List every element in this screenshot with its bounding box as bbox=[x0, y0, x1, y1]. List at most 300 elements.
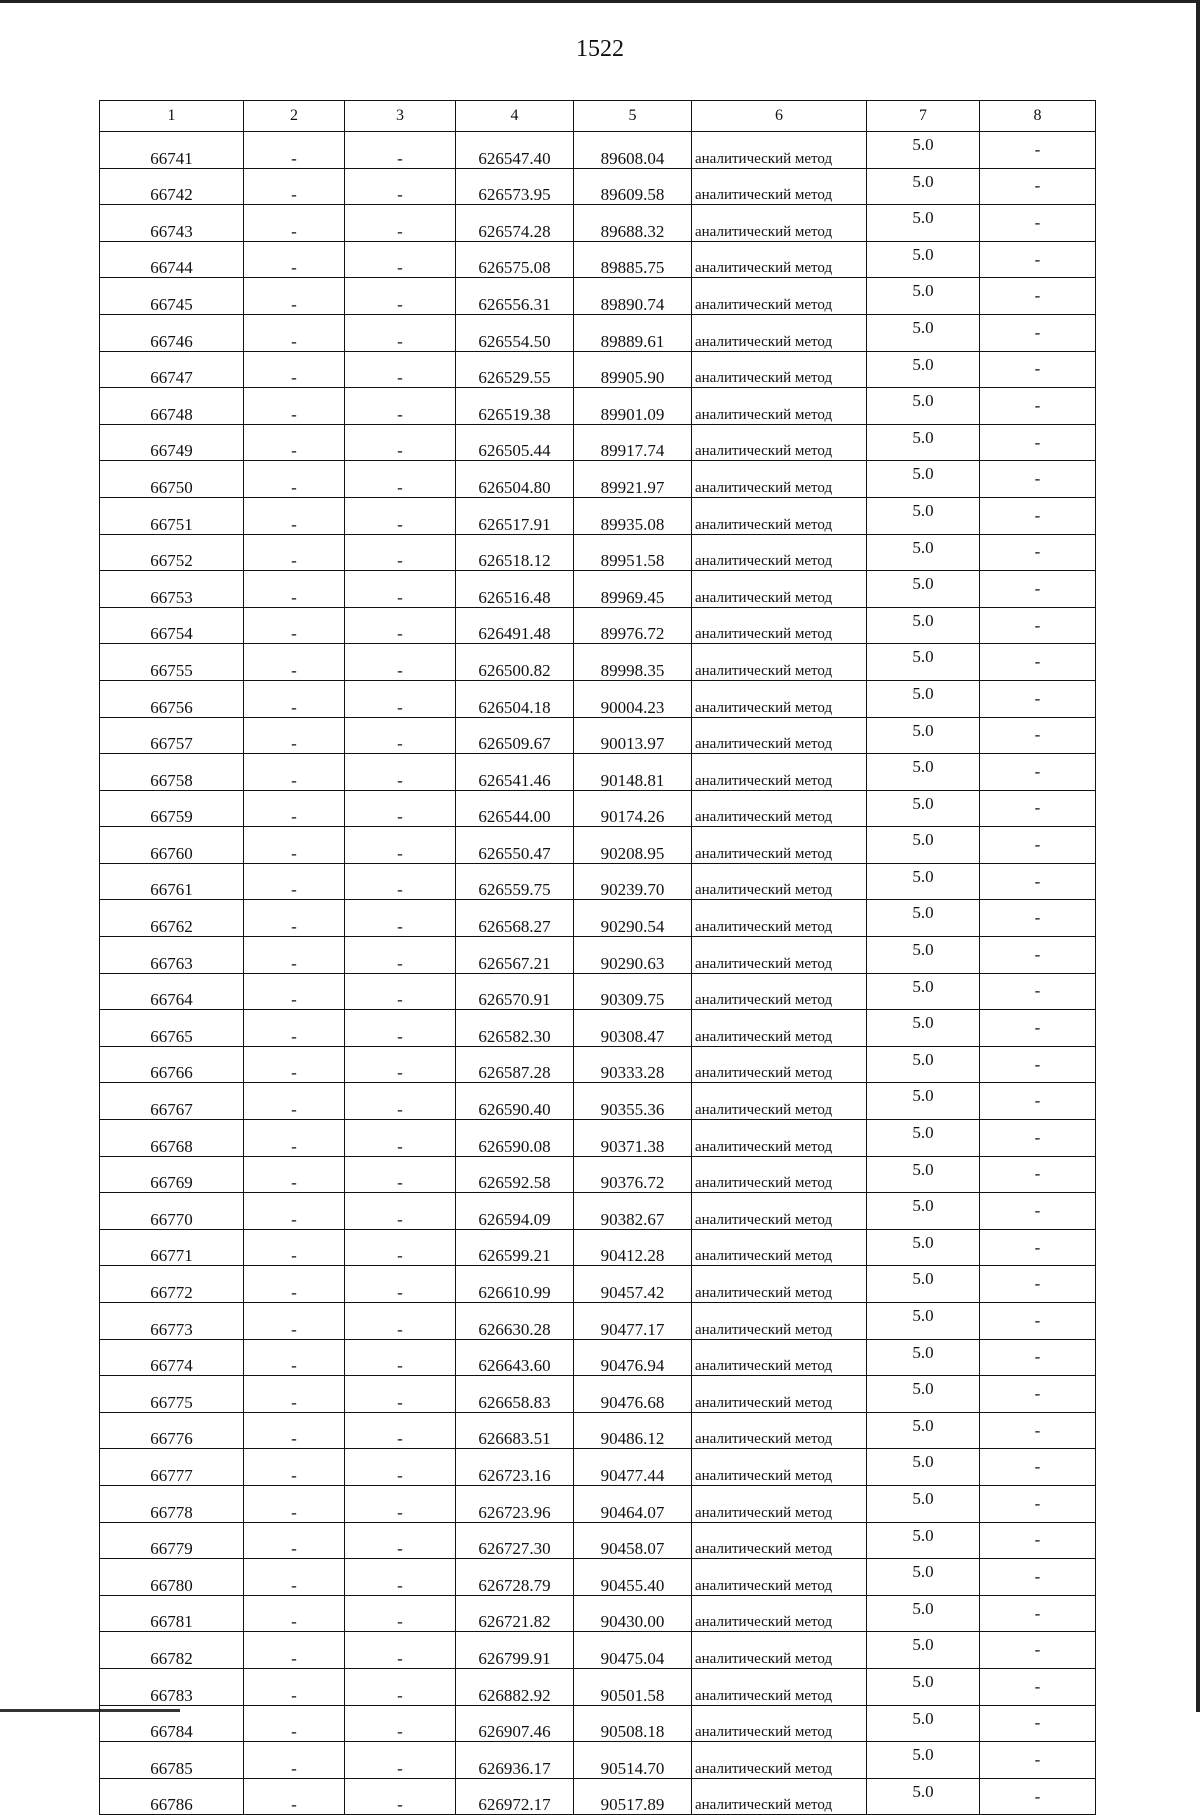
table-cell-col-5: 89889.61 bbox=[574, 314, 692, 351]
table-cell-col-2: - bbox=[244, 937, 345, 974]
table-cell-col-5: 89901.09 bbox=[574, 388, 692, 425]
table-cell-col-5: 90371.38 bbox=[574, 1120, 692, 1157]
table-cell-col-1: 66771 bbox=[100, 1229, 244, 1266]
table-cell-col-7: 5.0 bbox=[867, 900, 980, 937]
table-cell-col-3: - bbox=[345, 314, 456, 351]
table-cell-col-8: - bbox=[980, 1559, 1096, 1596]
table-cell-col-3: - bbox=[345, 644, 456, 681]
table-cell-col-7: 5.0 bbox=[867, 1522, 980, 1559]
table-cell-col-6: аналитический метод bbox=[692, 754, 867, 791]
table-cell-col-2: - bbox=[244, 1156, 345, 1193]
table-cell-col-8: - bbox=[980, 644, 1096, 681]
table-cell-col-3: - bbox=[345, 497, 456, 534]
table-row bbox=[100, 1010, 1096, 1047]
table-cell-col-3: - bbox=[345, 241, 456, 278]
table-cell-col-4: 626529.55 bbox=[456, 351, 574, 388]
table-cell-col-3: - bbox=[345, 424, 456, 461]
table-cell-col-8: - bbox=[980, 1303, 1096, 1340]
table-cell-col-7: 5.0 bbox=[867, 1742, 980, 1779]
table-cell-col-8: - bbox=[980, 1376, 1096, 1413]
table-cell-col-1: 66742 bbox=[100, 168, 244, 205]
table-cell-col-8: - bbox=[980, 1705, 1096, 1742]
table-cell-col-6: аналитический метод bbox=[692, 1193, 867, 1230]
table-cell-col-5: 90486.12 bbox=[574, 1412, 692, 1449]
table-cell-col-3: - bbox=[345, 680, 456, 717]
table-cell-col-8: - bbox=[980, 388, 1096, 425]
table-cell-col-8: - bbox=[980, 1412, 1096, 1449]
table-cell-col-8: - bbox=[980, 168, 1096, 205]
table-cell-col-2: - bbox=[244, 461, 345, 498]
table-cell-col-6: аналитический метод bbox=[692, 1485, 867, 1522]
table-cell-col-3: - bbox=[345, 1376, 456, 1413]
table-cell-col-7: 5.0 bbox=[867, 1266, 980, 1303]
table-cell-col-5: 90476.94 bbox=[574, 1339, 692, 1376]
table-cell-col-5: 90476.68 bbox=[574, 1376, 692, 1413]
table-cell-col-1: 66783 bbox=[100, 1668, 244, 1705]
table-cell-col-2: - bbox=[244, 1559, 345, 1596]
table-cell-col-4: 626504.18 bbox=[456, 680, 574, 717]
coordinates-table bbox=[99, 100, 1096, 1815]
table-cell-col-2: - bbox=[244, 790, 345, 827]
table-cell-col-2: - bbox=[244, 1668, 345, 1705]
table-cell-col-3: - bbox=[345, 1266, 456, 1303]
table-cell-col-4: 626567.21 bbox=[456, 937, 574, 974]
table-cell-col-1: 66777 bbox=[100, 1449, 244, 1486]
table-cell-col-7: 5.0 bbox=[867, 1412, 980, 1449]
table-cell-col-8: - bbox=[980, 132, 1096, 169]
table-cell-col-3: - bbox=[345, 1485, 456, 1522]
table-cell-col-6: аналитический метод bbox=[692, 388, 867, 425]
table-cell-col-5: 90477.17 bbox=[574, 1303, 692, 1340]
table-cell-col-1: 66782 bbox=[100, 1632, 244, 1669]
table-row bbox=[100, 1485, 1096, 1522]
table-cell-col-2: - bbox=[244, 314, 345, 351]
table-cell-col-6: аналитический метод bbox=[692, 497, 867, 534]
table-cell-col-4: 626658.83 bbox=[456, 1376, 574, 1413]
table-cell-col-4: 626573.95 bbox=[456, 168, 574, 205]
table-cell-col-1: 66743 bbox=[100, 205, 244, 242]
table-cell-col-2: - bbox=[244, 827, 345, 864]
table-cell-col-5: 89890.74 bbox=[574, 278, 692, 315]
table-cell-col-1: 66754 bbox=[100, 607, 244, 644]
table-row bbox=[100, 461, 1096, 498]
table-cell-col-2: - bbox=[244, 863, 345, 900]
table-cell-col-1: 66774 bbox=[100, 1339, 244, 1376]
table-cell-col-6: аналитический метод bbox=[692, 863, 867, 900]
table-cell-col-2: - bbox=[244, 1083, 345, 1120]
table-cell-col-7: 5.0 bbox=[867, 278, 980, 315]
column-header-5: 5 bbox=[574, 101, 692, 132]
table-row bbox=[100, 168, 1096, 205]
column-header-2: 2 bbox=[244, 101, 345, 132]
table-row bbox=[100, 132, 1096, 169]
table-cell-col-7: 5.0 bbox=[867, 461, 980, 498]
table-row bbox=[100, 680, 1096, 717]
table-cell-col-5: 89998.35 bbox=[574, 644, 692, 681]
table-cell-col-1: 66765 bbox=[100, 1010, 244, 1047]
table-cell-col-3: - bbox=[345, 1742, 456, 1779]
table-cell-col-7: 5.0 bbox=[867, 1303, 980, 1340]
table-cell-col-2: - bbox=[244, 278, 345, 315]
table-cell-col-3: - bbox=[345, 1156, 456, 1193]
table-cell-col-8: - bbox=[980, 497, 1096, 534]
table-cell-col-1: 66752 bbox=[100, 534, 244, 571]
table-cell-col-7: 5.0 bbox=[867, 937, 980, 974]
table-cell-col-2: - bbox=[244, 241, 345, 278]
table-row bbox=[100, 351, 1096, 388]
table-cell-col-6: аналитический метод bbox=[692, 1742, 867, 1779]
table-cell-col-6: аналитический метод bbox=[692, 1705, 867, 1742]
table-cell-col-8: - bbox=[980, 241, 1096, 278]
table-cell-col-1: 66758 bbox=[100, 754, 244, 791]
table-cell-col-4: 626643.60 bbox=[456, 1339, 574, 1376]
table-cell-col-8: - bbox=[980, 1120, 1096, 1157]
table-cell-col-7: 5.0 bbox=[867, 534, 980, 571]
table-cell-col-7: 5.0 bbox=[867, 424, 980, 461]
column-header-4: 4 bbox=[456, 101, 574, 132]
table-row bbox=[100, 607, 1096, 644]
table-cell-col-8: - bbox=[980, 1742, 1096, 1779]
table-cell-col-6: аналитический метод bbox=[692, 314, 867, 351]
table-cell-col-8: - bbox=[980, 754, 1096, 791]
table-cell-col-5: 90013.97 bbox=[574, 717, 692, 754]
table-cell-col-8: - bbox=[980, 1339, 1096, 1376]
table-row bbox=[100, 1046, 1096, 1083]
table-cell-col-2: - bbox=[244, 1522, 345, 1559]
table-cell-col-3: - bbox=[345, 278, 456, 315]
table-cell-col-1: 66751 bbox=[100, 497, 244, 534]
table-cell-col-3: - bbox=[345, 132, 456, 169]
table-cell-col-3: - bbox=[345, 351, 456, 388]
table-cell-col-5: 89951.58 bbox=[574, 534, 692, 571]
table-cell-col-2: - bbox=[244, 424, 345, 461]
table-cell-col-8: - bbox=[980, 827, 1096, 864]
table-cell-col-6: аналитический метод bbox=[692, 278, 867, 315]
table-cell-col-7: 5.0 bbox=[867, 644, 980, 681]
table-cell-col-8: - bbox=[980, 790, 1096, 827]
table-cell-col-8: - bbox=[980, 424, 1096, 461]
table-cell-col-4: 626727.30 bbox=[456, 1522, 574, 1559]
table-cell-col-8: - bbox=[980, 863, 1096, 900]
table-cell-col-2: - bbox=[244, 351, 345, 388]
table-cell-col-2: - bbox=[244, 1193, 345, 1230]
table-cell-col-2: - bbox=[244, 607, 345, 644]
table-cell-col-7: 5.0 bbox=[867, 754, 980, 791]
table-cell-col-7: 5.0 bbox=[867, 607, 980, 644]
table-cell-col-1: 66748 bbox=[100, 388, 244, 425]
table-cell-col-3: - bbox=[345, 461, 456, 498]
table-cell-col-3: - bbox=[345, 571, 456, 608]
table-cell-col-1: 66778 bbox=[100, 1485, 244, 1522]
table-cell-col-5: 90174.26 bbox=[574, 790, 692, 827]
table-cell-col-4: 626723.96 bbox=[456, 1485, 574, 1522]
table-cell-col-4: 626491.48 bbox=[456, 607, 574, 644]
table-cell-col-6: аналитический метод bbox=[692, 205, 867, 242]
table-cell-col-2: - bbox=[244, 1412, 345, 1449]
table-cell-col-5: 89976.72 bbox=[574, 607, 692, 644]
table-row bbox=[100, 278, 1096, 315]
table-cell-col-6: аналитический метод bbox=[692, 351, 867, 388]
table-cell-col-1: 66776 bbox=[100, 1412, 244, 1449]
table-cell-col-1: 66745 bbox=[100, 278, 244, 315]
table-cell-col-8: - bbox=[980, 1522, 1096, 1559]
table-cell-col-3: - bbox=[345, 1083, 456, 1120]
table-cell-col-1: 66780 bbox=[100, 1559, 244, 1596]
table-cell-col-4: 626574.28 bbox=[456, 205, 574, 242]
table-cell-col-4: 626594.09 bbox=[456, 1193, 574, 1230]
table-row bbox=[100, 1778, 1096, 1815]
table-cell-col-7: 5.0 bbox=[867, 1449, 980, 1486]
table-cell-col-2: - bbox=[244, 571, 345, 608]
table-cell-col-5: 90208.95 bbox=[574, 827, 692, 864]
table-cell-col-2: - bbox=[244, 1303, 345, 1340]
table-cell-col-8: - bbox=[980, 1668, 1096, 1705]
column-header-1: 1 bbox=[100, 101, 244, 132]
column-header-8: 8 bbox=[980, 101, 1096, 132]
table-cell-col-7: 5.0 bbox=[867, 973, 980, 1010]
table-cell-col-6: аналитический метод bbox=[692, 1339, 867, 1376]
table-row bbox=[100, 754, 1096, 791]
table-row bbox=[100, 1120, 1096, 1157]
table-cell-col-8: - bbox=[980, 534, 1096, 571]
table-row bbox=[100, 241, 1096, 278]
table-cell-col-6: аналитический метод bbox=[692, 571, 867, 608]
table-cell-col-2: - bbox=[244, 754, 345, 791]
table-cell-col-6: аналитический метод bbox=[692, 1010, 867, 1047]
table-cell-col-4: 626721.82 bbox=[456, 1595, 574, 1632]
table-cell-col-2: - bbox=[244, 717, 345, 754]
table-row bbox=[100, 534, 1096, 571]
table-cell-col-4: 626547.40 bbox=[456, 132, 574, 169]
table-cell-col-8: - bbox=[980, 1449, 1096, 1486]
table-cell-col-7: 5.0 bbox=[867, 863, 980, 900]
table-cell-col-4: 626590.08 bbox=[456, 1120, 574, 1157]
table-cell-col-5: 90148.81 bbox=[574, 754, 692, 791]
table-cell-col-4: 626544.00 bbox=[456, 790, 574, 827]
table-cell-col-8: - bbox=[980, 1595, 1096, 1632]
table-cell-col-4: 626582.30 bbox=[456, 1010, 574, 1047]
table-cell-col-4: 626559.75 bbox=[456, 863, 574, 900]
table-cell-col-5: 90239.70 bbox=[574, 863, 692, 900]
table-cell-col-4: 626568.27 bbox=[456, 900, 574, 937]
scan-edge-right bbox=[1196, 0, 1200, 1712]
table-cell-col-3: - bbox=[345, 607, 456, 644]
table-cell-col-4: 626575.08 bbox=[456, 241, 574, 278]
table-cell-col-6: аналитический метод bbox=[692, 1632, 867, 1669]
table-cell-col-7: 5.0 bbox=[867, 168, 980, 205]
table-cell-col-1: 66775 bbox=[100, 1376, 244, 1413]
table-cell-col-5: 90355.36 bbox=[574, 1083, 692, 1120]
table-cell-col-8: - bbox=[980, 1046, 1096, 1083]
table-cell-col-7: 5.0 bbox=[867, 1559, 980, 1596]
table-cell-col-8: - bbox=[980, 314, 1096, 351]
table-cell-col-2: - bbox=[244, 388, 345, 425]
table-cell-col-6: аналитический метод bbox=[692, 1120, 867, 1157]
table-cell-col-6: аналитический метод bbox=[692, 1522, 867, 1559]
table-cell-col-3: - bbox=[345, 534, 456, 571]
table-cell-col-5: 90501.58 bbox=[574, 1668, 692, 1705]
table-cell-col-2: - bbox=[244, 1632, 345, 1669]
table-cell-col-6: аналитический метод bbox=[692, 607, 867, 644]
table-body bbox=[100, 132, 1096, 1815]
table-cell-col-7: 5.0 bbox=[867, 1193, 980, 1230]
table-cell-col-2: - bbox=[244, 1120, 345, 1157]
table-cell-col-7: 5.0 bbox=[867, 717, 980, 754]
table-row bbox=[100, 900, 1096, 937]
table-cell-col-1: 66768 bbox=[100, 1120, 244, 1157]
table-row bbox=[100, 1449, 1096, 1486]
table-cell-col-6: аналитический метод bbox=[692, 1046, 867, 1083]
table-cell-col-5: 89609.58 bbox=[574, 168, 692, 205]
table-cell-col-8: - bbox=[980, 937, 1096, 974]
table-row bbox=[100, 1668, 1096, 1705]
table-cell-col-7: 5.0 bbox=[867, 388, 980, 425]
table-cell-col-7: 5.0 bbox=[867, 1595, 980, 1632]
table-cell-col-8: - bbox=[980, 1083, 1096, 1120]
table-cell-col-1: 66786 bbox=[100, 1778, 244, 1815]
table-cell-col-2: - bbox=[244, 1046, 345, 1083]
table-cell-col-2: - bbox=[244, 644, 345, 681]
table-cell-col-1: 66784 bbox=[100, 1705, 244, 1742]
table-cell-col-7: 5.0 bbox=[867, 351, 980, 388]
table-cell-col-7: 5.0 bbox=[867, 680, 980, 717]
table-row bbox=[100, 1083, 1096, 1120]
table-cell-col-4: 626517.91 bbox=[456, 497, 574, 534]
table-cell-col-7: 5.0 bbox=[867, 1485, 980, 1522]
table-cell-col-3: - bbox=[345, 1778, 456, 1815]
table-row bbox=[100, 937, 1096, 974]
table-cell-col-4: 626882.92 bbox=[456, 1668, 574, 1705]
table-cell-col-8: - bbox=[980, 717, 1096, 754]
table-cell-col-1: 66764 bbox=[100, 973, 244, 1010]
table-cell-col-3: - bbox=[345, 827, 456, 864]
table-cell-col-8: - bbox=[980, 351, 1096, 388]
table-cell-col-7: 5.0 bbox=[867, 497, 980, 534]
table-cell-col-1: 66781 bbox=[100, 1595, 244, 1632]
table-cell-col-5: 89608.04 bbox=[574, 132, 692, 169]
table-row bbox=[100, 1522, 1096, 1559]
table-cell-col-3: - bbox=[345, 754, 456, 791]
table-cell-col-2: - bbox=[244, 132, 345, 169]
table-cell-col-1: 66741 bbox=[100, 132, 244, 169]
table-cell-col-1: 66755 bbox=[100, 644, 244, 681]
table-cell-col-5: 89969.45 bbox=[574, 571, 692, 608]
table-cell-col-1: 66772 bbox=[100, 1266, 244, 1303]
table-cell-col-5: 90382.67 bbox=[574, 1193, 692, 1230]
table-cell-col-6: аналитический метод bbox=[692, 1303, 867, 1340]
table-cell-col-6: аналитический метод bbox=[692, 461, 867, 498]
table-cell-col-4: 626972.17 bbox=[456, 1778, 574, 1815]
table-cell-col-2: - bbox=[244, 1376, 345, 1413]
table-row bbox=[100, 1376, 1096, 1413]
table-cell-col-3: - bbox=[345, 1705, 456, 1742]
table-cell-col-7: 5.0 bbox=[867, 241, 980, 278]
table-cell-col-3: - bbox=[345, 388, 456, 425]
table-cell-col-8: - bbox=[980, 1156, 1096, 1193]
table-cell-col-6: аналитический метод bbox=[692, 1266, 867, 1303]
table-cell-col-4: 626550.47 bbox=[456, 827, 574, 864]
table-cell-col-4: 626610.99 bbox=[456, 1266, 574, 1303]
table-cell-col-2: - bbox=[244, 1229, 345, 1266]
table-cell-col-1: 66767 bbox=[100, 1083, 244, 1120]
table-cell-col-3: - bbox=[345, 1522, 456, 1559]
table-cell-col-4: 626907.46 bbox=[456, 1705, 574, 1742]
table-cell-col-1: 66763 bbox=[100, 937, 244, 974]
table-cell-col-5: 90333.28 bbox=[574, 1046, 692, 1083]
table-cell-col-7: 5.0 bbox=[867, 571, 980, 608]
table-cell-col-6: аналитический метод bbox=[692, 790, 867, 827]
table-cell-col-6: аналитический метод bbox=[692, 424, 867, 461]
table-cell-col-3: - bbox=[345, 1120, 456, 1157]
table-row bbox=[100, 1742, 1096, 1779]
table-cell-col-6: аналитический метод bbox=[692, 1083, 867, 1120]
table-cell-col-2: - bbox=[244, 1449, 345, 1486]
table-cell-col-1: 66761 bbox=[100, 863, 244, 900]
table-cell-col-3: - bbox=[345, 1412, 456, 1449]
table-cell-col-3: - bbox=[345, 1010, 456, 1047]
table-cell-col-6: аналитический метод bbox=[692, 241, 867, 278]
table-cell-col-8: - bbox=[980, 900, 1096, 937]
table-cell-col-5: 90455.40 bbox=[574, 1559, 692, 1596]
table-cell-col-2: - bbox=[244, 1595, 345, 1632]
table-cell-col-8: - bbox=[980, 205, 1096, 242]
table-cell-col-1: 66770 bbox=[100, 1193, 244, 1230]
table-cell-col-4: 626599.21 bbox=[456, 1229, 574, 1266]
table-cell-col-3: - bbox=[345, 717, 456, 754]
table-cell-col-8: - bbox=[980, 1485, 1096, 1522]
table-cell-col-7: 5.0 bbox=[867, 1046, 980, 1083]
table-cell-col-3: - bbox=[345, 1559, 456, 1596]
table-cell-col-3: - bbox=[345, 1229, 456, 1266]
table-cell-col-6: аналитический метод bbox=[692, 827, 867, 864]
table-cell-col-1: 66779 bbox=[100, 1522, 244, 1559]
table-cell-col-2: - bbox=[244, 205, 345, 242]
table-cell-col-7: 5.0 bbox=[867, 1083, 980, 1120]
table-row bbox=[100, 1595, 1096, 1632]
table-cell-col-6: аналитический метод bbox=[692, 1412, 867, 1449]
table-row bbox=[100, 973, 1096, 1010]
table-cell-col-5: 90308.47 bbox=[574, 1010, 692, 1047]
column-header-3: 3 bbox=[345, 101, 456, 132]
table-cell-col-2: - bbox=[244, 1485, 345, 1522]
table-cell-col-5: 89885.75 bbox=[574, 241, 692, 278]
table-cell-col-2: - bbox=[244, 1742, 345, 1779]
table-cell-col-6: аналитический метод bbox=[692, 717, 867, 754]
table-cell-col-5: 90458.07 bbox=[574, 1522, 692, 1559]
table-cell-col-1: 66753 bbox=[100, 571, 244, 608]
table-cell-col-4: 626504.80 bbox=[456, 461, 574, 498]
table-cell-col-4: 626936.17 bbox=[456, 1742, 574, 1779]
table-cell-col-6: аналитический метод bbox=[692, 1229, 867, 1266]
table-row bbox=[100, 863, 1096, 900]
table-cell-col-1: 66756 bbox=[100, 680, 244, 717]
table-cell-col-4: 626630.28 bbox=[456, 1303, 574, 1340]
table-cell-col-3: - bbox=[345, 790, 456, 827]
table-cell-col-3: - bbox=[345, 1632, 456, 1669]
table-cell-col-1: 66759 bbox=[100, 790, 244, 827]
table-cell-col-1: 66757 bbox=[100, 717, 244, 754]
table-cell-col-3: - bbox=[345, 168, 456, 205]
table-cell-col-3: - bbox=[345, 937, 456, 974]
table-cell-col-6: аналитический метод bbox=[692, 1595, 867, 1632]
table-cell-col-5: 89921.97 bbox=[574, 461, 692, 498]
table-cell-col-5: 90290.63 bbox=[574, 937, 692, 974]
table-cell-col-5: 89917.74 bbox=[574, 424, 692, 461]
table-cell-col-8: - bbox=[980, 461, 1096, 498]
table-cell-col-3: - bbox=[345, 1303, 456, 1340]
column-header-7: 7 bbox=[867, 101, 980, 132]
table-cell-col-2: - bbox=[244, 168, 345, 205]
